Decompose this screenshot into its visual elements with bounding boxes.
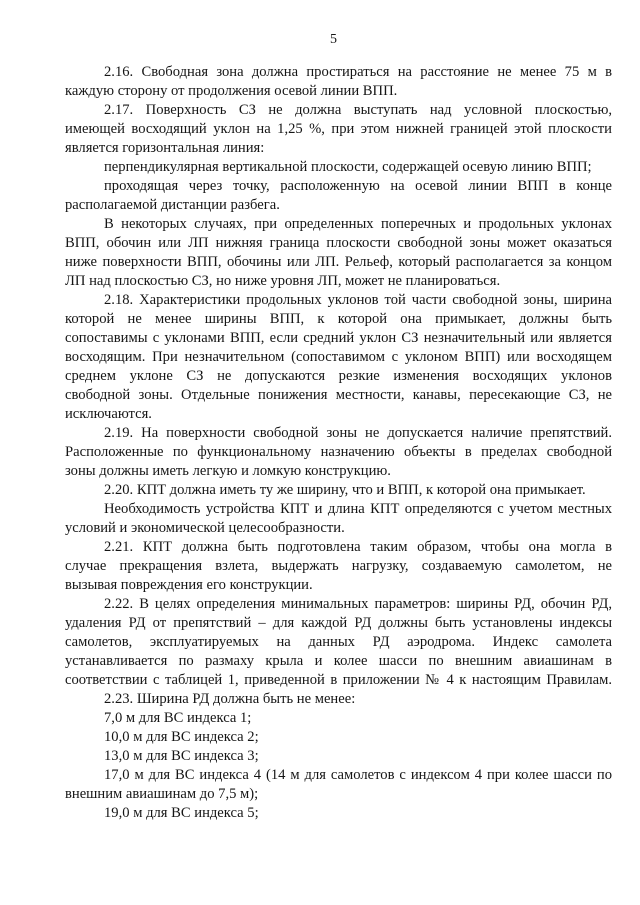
- text-line: проходящая через точку, расположенную на осевой линии ВПП в конце: [104, 178, 612, 194]
- text-line: 2.20. КПТ должна иметь ту же ширину, что и ВПП, к которой она примыкает.: [104, 482, 586, 498]
- list-item-index-2: [65, 728, 612, 747]
- text-line: удаления РД от препятствий – для каждой РД должны быть установлены индексы: [65, 615, 612, 631]
- text-line: которой не менее ширины ВПП, к которой она примыкает, должны быть: [65, 311, 612, 327]
- list-item-index-1: [65, 709, 612, 728]
- text-line: 17,0 м для ВС индекса 4 (14 м для самолетов с индексом 4 при колее шасси по: [104, 767, 612, 783]
- text-line: среднем уклоне СЗ не допускаются резкие изменения восходящих уклонов: [65, 368, 612, 384]
- clause-2-22: [65, 595, 612, 690]
- text-line: самолетов, эксплуатируемых на данных РД аэродрома. Индекс самолета: [65, 634, 612, 650]
- text-line: 13,0 м для ВС индекса 3;: [104, 748, 259, 764]
- text-line: ЛП над плоскостью СЗ, но ниже уровня ЛП, может не планироваться.: [65, 273, 501, 289]
- text-line: Расположенные по функциональному назначению объекты в пределах свободной: [65, 444, 612, 460]
- text-line: 2.21. КПТ должна быть подготовлена таким образом, чтобы она могла в: [104, 539, 612, 555]
- text-line: каждую сторону от продолжения осевой линии ВПП.: [65, 83, 398, 99]
- clause-2-19: [65, 424, 612, 481]
- clause-2-17-item-perpendicular: [65, 158, 612, 177]
- text-line: 7,0 м для ВС индекса 1;: [104, 710, 252, 726]
- clause-2-16: [65, 63, 612, 101]
- text-line: 2.18. Характеристики продольных уклонов той части свободной зоны, ширина: [104, 292, 612, 308]
- list-item-index-3: [65, 747, 612, 766]
- text-line: 2.16. Свободная зона должна простираться на расстояние не менее 75 м в: [104, 64, 612, 80]
- page-number: 5: [330, 32, 337, 47]
- text-line: 2.22. В целях определения минимальных параметров: ширины РД, обочин РД,: [104, 596, 612, 612]
- clause-2-20: [65, 481, 612, 500]
- text-line: перпендикулярная вертикальной плоскости, содержащей осевую линию ВПП;: [104, 159, 592, 175]
- text-line: располагаемой дистанции разбега.: [65, 197, 280, 213]
- text-line: 2.23. Ширина РД должна быть не менее:: [104, 691, 356, 707]
- document-body: [65, 63, 612, 823]
- text-line: В некоторых случаях, при определенных поперечных и продольных уклонах: [104, 216, 612, 232]
- text-line: зоны должны иметь легкую и ломкую конструкцию.: [65, 463, 391, 479]
- text-line: 2.17. Поверхность СЗ не должна выступать над условной плоскостью,: [104, 102, 612, 118]
- text-line: восходящим. При незначительном (сопоставимом с уклоном ВПП) или восходящем: [65, 349, 612, 365]
- text-line: устанавливается по размаху крыла и колее шасси по внешним авиашинам в: [65, 653, 612, 669]
- text-line: имеющей восходящий уклон на 1,25 %, при этом нижней границей этой плоскости: [65, 121, 612, 137]
- clause-2-21: [65, 538, 612, 595]
- clause-2-17-note: [65, 215, 612, 291]
- text-line: вызывая повреждения его конструкции.: [65, 577, 313, 593]
- text-line: сопоставимы с уклонами ВПП, если средний уклон СЗ незначительный или является: [65, 330, 612, 346]
- text-line: 19,0 м для ВС индекса 5;: [104, 805, 259, 821]
- text-line: Необходимость устройства КПТ и длина КПТ определяются с учетом местных: [104, 501, 612, 517]
- text-line: 10,0 м для ВС индекса 2;: [104, 729, 259, 745]
- text-line: является горизонтальная линия:: [65, 140, 265, 156]
- clause-2-17: [65, 101, 612, 158]
- text-line: ниже поверхности ВПП, обочины или ЛП. Рельеф, который располагается за концом: [65, 254, 612, 270]
- clause-2-20-note: [65, 500, 612, 538]
- text-line: внешним авиашинам до 7,5 м);: [65, 786, 259, 802]
- text-line: ВПП, обочин или ЛП нижняя граница плоскости свободной зоны может оказаться: [65, 235, 612, 251]
- text-line: случае прекращения взлета, выдержать нагрузку, создаваемую самолетом, не: [65, 558, 612, 574]
- list-item-index-4: [65, 766, 612, 804]
- text-line: исключаются.: [65, 406, 152, 422]
- clause-2-17-item-through-point: [65, 177, 612, 215]
- text-line: свободной зоны. Отдельные понижения местности, канавы, пересекающие СЗ, не: [65, 387, 612, 403]
- clause-2-23: [65, 690, 612, 709]
- text-line: 2.19. На поверхности свободной зоны не допускается наличие препятствий.: [104, 425, 612, 441]
- text-line: условий и экономической целесообразности.: [65, 520, 345, 536]
- clause-2-18: [65, 291, 612, 424]
- text-line: соответствии с таблицей 1, приведенной в приложении № 4 к настоящим Правилам.: [65, 672, 612, 688]
- list-item-index-5: [65, 804, 612, 823]
